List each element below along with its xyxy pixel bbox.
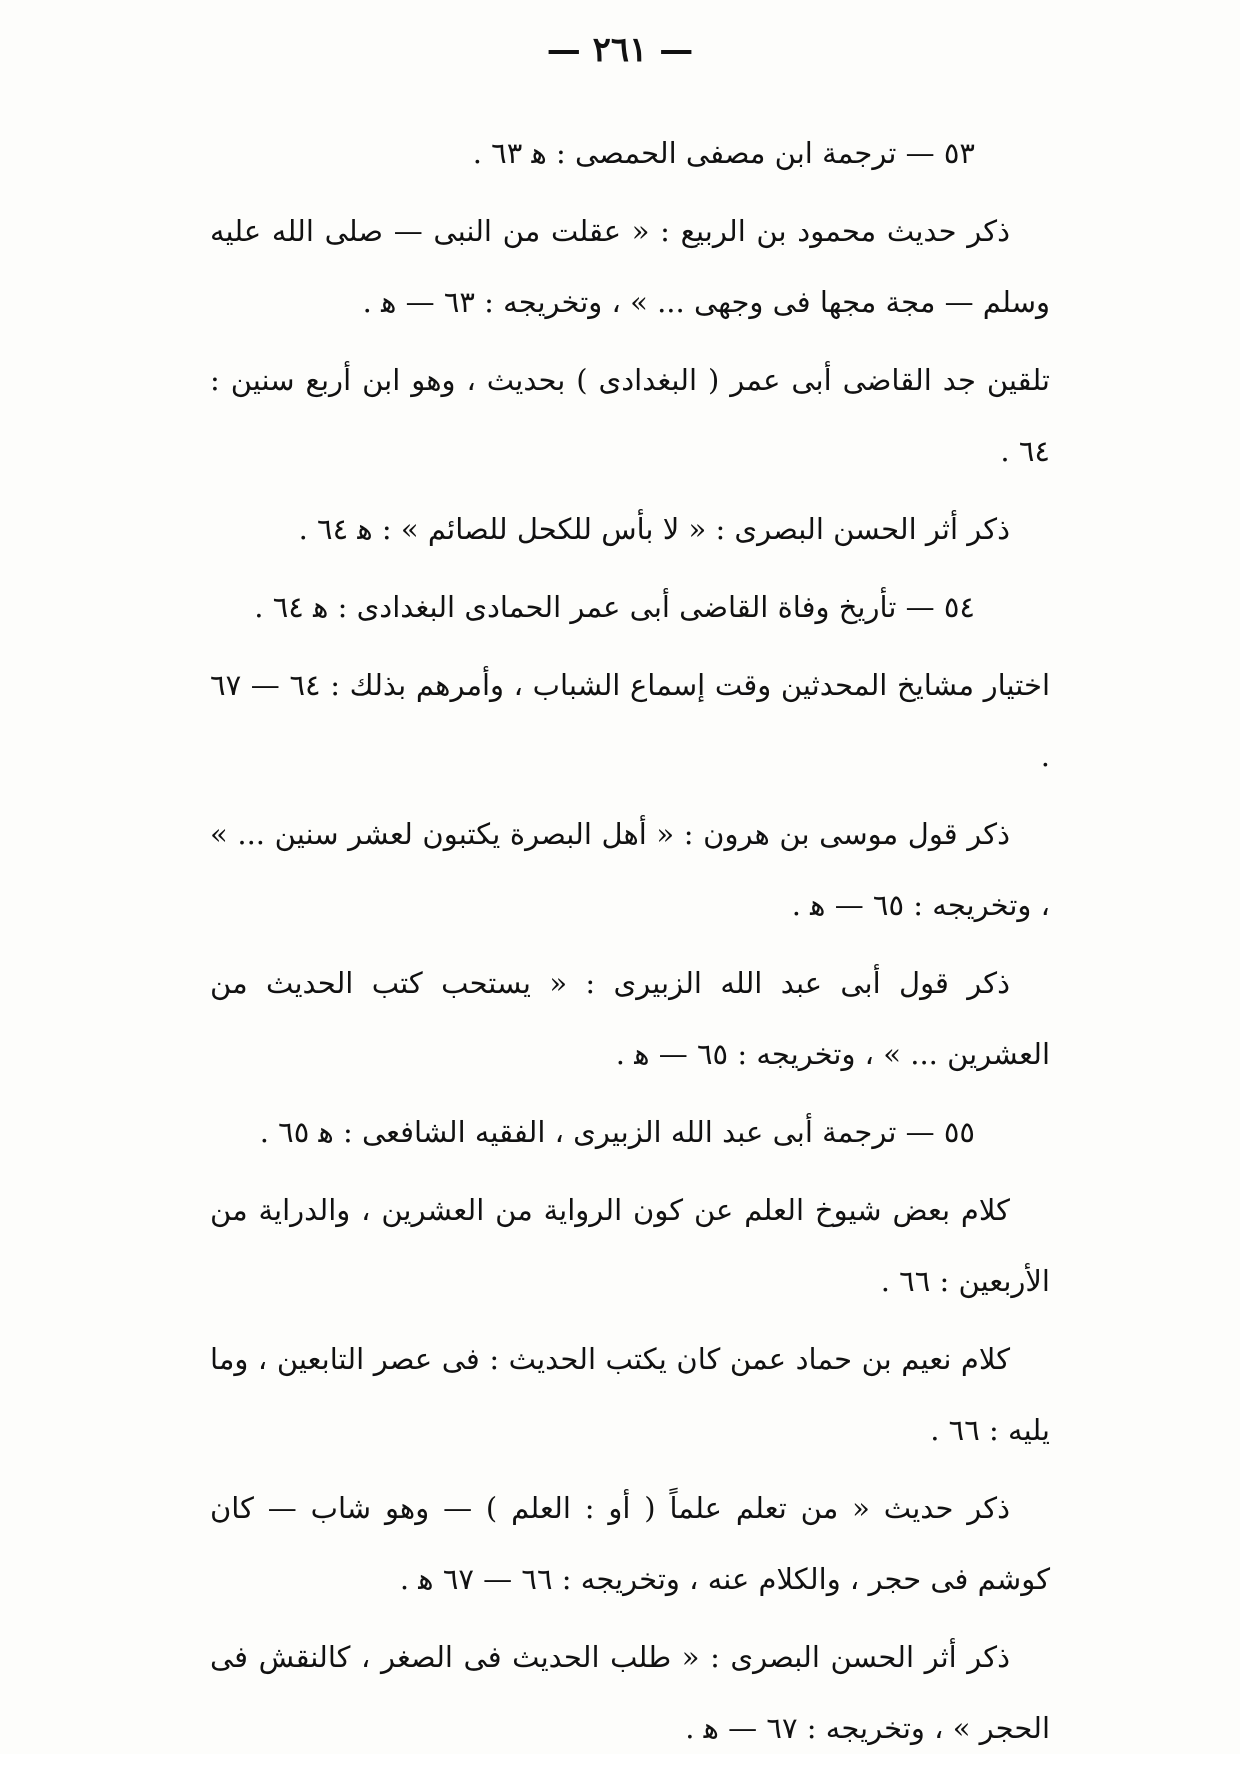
entry-53-heading: ٥٣ — ترجمة ابن مصفى الحمصى : ﻫ ٦٣ . (472, 136, 975, 170)
index-entries (210, 118, 1050, 1771)
entry-hadith-washm: ذكر حديث « من تعلم علماً ( أو : العلم ) — وهو شاب — كان كوشم فى حجر ، والكلام عنه ، وتخريجه : ٦٦ — ٦٧ ﻫ . (210, 1491, 1050, 1596)
entry-musa-harun: ذكر قول موسى بن هرون : « أهل البصرة يكتبون لعشر سنين ... » ، وتخريجه : ٦٥ — ﻫ . (210, 817, 1050, 922)
entry-ikhtiyar: اختيار مشايخ المحدثين وقت إسماع الشباب ، وأمرهم بذلك : ٦٤ — ٦٧ . (210, 668, 1050, 773)
entry-athar-hasan-naqsh: ذكر أثر الحسن البصرى : « طلب الحديث فى الصغر ، كالنقش فى الحجر » ، وتخريجه : ٦٧ — ﻫ . (210, 1640, 1050, 1745)
entry-shuyukh: كلام بعض شيوخ العلم عن كون الرواية من العشرين ، والدراية من الأربعين : ٦٦ . (210, 1193, 1050, 1298)
page-number: — ٢٦١ — (546, 30, 694, 70)
entry-zubayri-quote: ذكر قول أبى عبد الله الزبيرى : « يستحب كتب الحديث من العشرين ... » ، وتخريجه : ٦٥ — ﻫ . (210, 966, 1050, 1071)
entry-talqin: تلقين جد القاضى أبى عمر ( البغدادى ) بحديث ، وهو ابن أربع سنين : ٦٤ . (210, 363, 1050, 468)
entry-nuaym: كلام نعيم بن حماد عمن كان يكتب الحديث : فى عصر التابعين ، وما يليه : ٦٦ . (210, 1342, 1050, 1447)
entry-55-heading: ٥٥ — ترجمة أبى عبد الله الزبيرى ، الفقيه الشافعى : ﻫ ٦٥ . (259, 1115, 975, 1149)
entry-athar-hasan-kohl: ذكر أثر الحسن البصرى : « لا بأس للكحل للصائم » : ﻫ ٦٤ . (298, 512, 1010, 546)
entry-54-heading: ٥٤ — تأريخ وفاة القاضى أبى عمر الحمادى البغدادى : ﻫ ٦٤ . (254, 590, 975, 624)
entry-hadith-mahmud: ذكر حديث محمود بن الربيع : « عقلت من النبى — صلى الله عليه وسلم — مجة مجها فى وجهى ... » ، وتخريجه : ٦٣ — ﻫ . (210, 214, 1050, 319)
